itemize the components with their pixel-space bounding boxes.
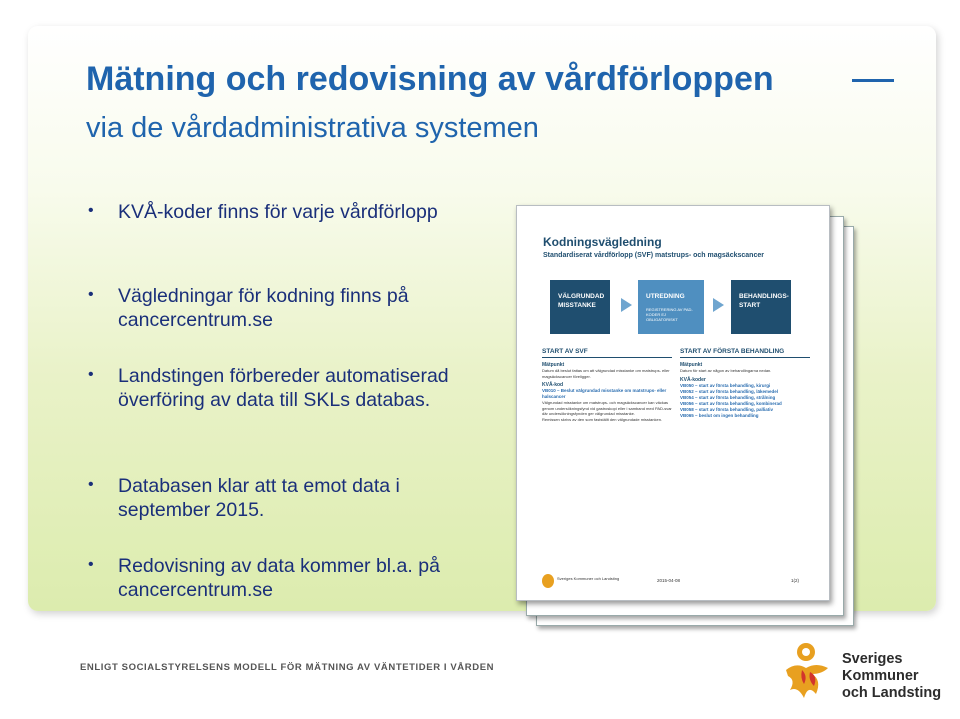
bullet-text: Redovisning av data kommer bl.a. på cancercentrum.se [118,555,440,601]
bullet-dot: • [88,286,94,303]
flow-step-note: REGISTRERING AV PAD-KODER EJ OBLIGATORISKT [646,307,693,322]
flow-step-label: VÄLGRUNDAD MISSTANKE [558,293,605,309]
column-code: VB010 – Beslut välgrundad misstanke om matstrups- eller halscancer [542,388,667,399]
bullet-item [86,284,466,332]
skl-logo-icon [782,640,834,700]
column-subheading: KVÅ-koder [680,376,706,383]
column-code: VB065 – beslut om ingen behandling [680,412,759,418]
document-title: Kodningsvägledning [543,235,662,249]
column-code: VB050 – start av första behandling, kirurgi [680,382,771,388]
flow-step-investigation [638,280,704,334]
column-text: Datum för start av någon av behandlingarna nedan. [680,368,772,373]
skl-logo-icon [542,574,554,588]
bullet-item [86,554,466,602]
bullet-dot: • [88,556,94,573]
flow-arrow-icon [713,298,724,312]
flow-step-treatment [731,280,791,334]
bullet-item [86,200,438,224]
title-dash [852,79,894,82]
document-date: 2015-04-08 [657,578,681,583]
column-code: VB056 – start av första behandling, kombinerad [680,400,782,406]
column-text: Välgrundad misstanke om matstrups- och magsäckscancer kan väckas genom undersökningsfynd vid gastroskopi eller i samband med PAD-svar där undersökningsfynden ger välgrundad misstanke. [542,400,672,416]
column-code: VB058 – start av första behandling, palliativ [680,406,774,412]
logo-line: och Landsting [842,685,942,701]
bullet-dot: • [88,366,94,383]
bullet-dot: • [88,476,94,493]
column-heading: START AV FÖRSTA BEHANDLING [680,348,810,358]
column-code: VB054 – start av första behandling, strålning [680,394,776,400]
column-code: VB052 – start av första behandling, läkemedel [680,388,779,394]
logo-line: Sveriges [842,651,903,667]
column-text: Datum då beslut fattas om att välgrundad misstanke om matstrups- eller magsäckscancer föreligger. [542,368,670,379]
bullet-text: KVÅ-koder finns för varje vårdförlopp [118,201,438,223]
bullet-text: Databasen klar att ta emot data i september 2015. [118,475,400,521]
slide-title: Mätning och redovisning av vårdförloppen [86,60,774,98]
bullet-item [86,364,466,412]
document-subtitle: Standardiserat vårdförlopp (SVF) matstrups- och magsäckscancer [543,252,764,259]
column-subheading: KVÅ-kod [542,382,564,388]
skl-logo-text [842,651,941,702]
flow-step-label: UTREDNING [646,293,685,300]
footer-tagline: ENLIGT SOCIALSTYRELSENS MODELL FÖR MÄTNING AV VÄNTETIDER I VÅRDEN [80,662,495,673]
bullet-text: Landstingen förbereder automatiserad överföring av data till SKLs databas. [118,365,449,411]
document-left-column [542,348,672,422]
column-heading: START AV SVF [542,348,672,358]
flow-step-label: BEHANDLINGS-START [739,293,789,309]
document-page-number: 1(2) [791,578,800,583]
document-thumbnail [516,205,830,601]
column-text: Remissen skrivs av den som fastställt den välgrundade misstanken. [542,416,663,422]
flow-arrow-icon [621,298,632,312]
logo-line: Kommuner [842,668,919,684]
slide-subtitle: via de vårdadministrativa systemen [86,112,539,144]
document-right-column [680,348,810,419]
flow-step-suspicion [550,280,610,334]
column-subheading: Mätpunkt [542,362,565,368]
bullet-text: Vägledningar för kodning finns på cancercentrum.se [118,285,409,331]
bullet-item [86,474,466,522]
column-subheading: Mätpunkt [680,362,703,368]
document-footer-org: Sveriges Kommuner och Landsting [557,576,620,581]
bullet-dot: • [88,202,94,219]
